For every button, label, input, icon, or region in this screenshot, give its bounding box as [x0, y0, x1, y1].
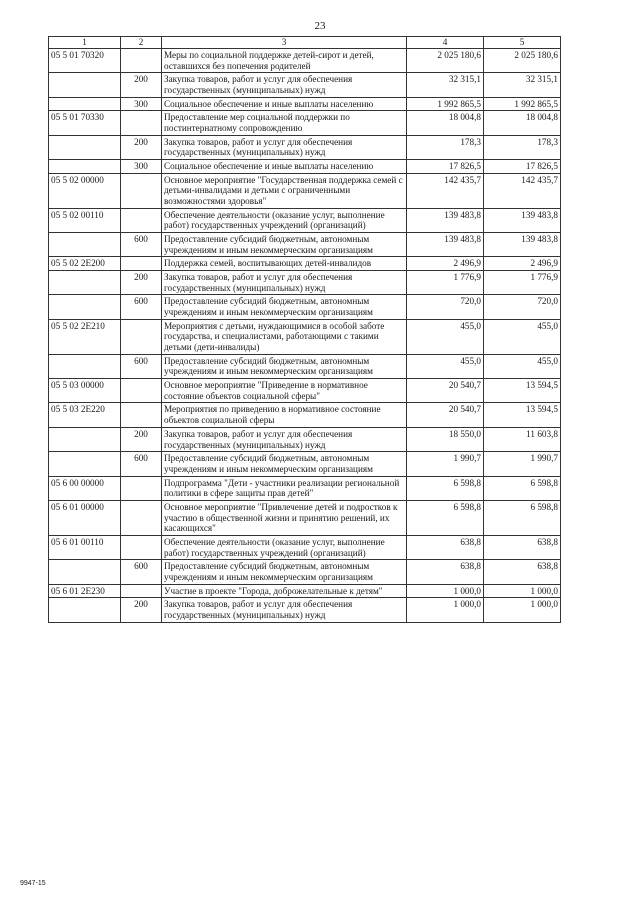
row-code: 05 6 00 00000: [49, 476, 121, 500]
row-expense-type: 200: [121, 598, 162, 622]
row-name: Меры по социальной поддержке детей-сирот и детей, оставшихся без попечения родителей: [162, 49, 407, 73]
row-code: 05 5 03 2E220: [49, 403, 121, 427]
row-expense-type: 200: [121, 73, 162, 97]
table-row: [49, 173, 561, 208]
table-row: [49, 584, 561, 598]
header-col-amount-5: 5: [484, 37, 561, 49]
row-amount-5: 142 435,7: [484, 173, 561, 208]
row-amount-5: 455,0: [484, 319, 561, 354]
table-row: [49, 233, 561, 257]
row-amount-5: 13 594,5: [484, 403, 561, 427]
row-name: Социальное обеспечение и иные выплаты населению: [162, 160, 407, 174]
row-amount-4: 720,0: [407, 295, 484, 319]
row-expense-type: [121, 208, 162, 232]
row-amount-5: 139 483,8: [484, 233, 561, 257]
row-amount-5: 638,8: [484, 535, 561, 559]
row-amount-5: 139 483,8: [484, 208, 561, 232]
row-name: Основное мероприятие "Государственная поддержка семей с детьми-инвалидами и детьми с ограниченными возможностями здоровья": [162, 173, 407, 208]
row-name: Предоставление мер социальной поддержки по постинтернатному сопровождению: [162, 111, 407, 135]
row-amount-4: 638,8: [407, 535, 484, 559]
budget-table: [48, 36, 561, 623]
row-code: [49, 452, 121, 476]
table-row: [49, 295, 561, 319]
row-amount-4: 1 000,0: [407, 584, 484, 598]
table-row: [49, 500, 561, 535]
row-code: 05 5 02 00110: [49, 208, 121, 232]
row-name: Предоставление субсидий бюджетным, автономным учреждениям и иным некоммерческим организациям: [162, 560, 407, 584]
row-expense-type: [121, 111, 162, 135]
row-amount-4: 1 992 865,5: [407, 97, 484, 111]
page-number: 23: [314, 20, 326, 32]
row-expense-type: [121, 403, 162, 427]
row-code: 05 6 01 2E230: [49, 584, 121, 598]
row-expense-type: 600: [121, 354, 162, 378]
row-amount-5: 6 598,8: [484, 500, 561, 535]
header-col-name: 3: [162, 37, 407, 49]
row-expense-type: [121, 49, 162, 73]
row-code: [49, 135, 121, 159]
row-name: Закупка товаров, работ и услуг для обеспечения государственных (муниципальных) нужд: [162, 598, 407, 622]
table-row: [49, 271, 561, 295]
header-col-expense-type: 2: [121, 37, 162, 49]
row-name: Обеспечение деятельности (оказание услуг, выполнение работ) государственных учреждений (организаций): [162, 208, 407, 232]
table-row: [49, 427, 561, 451]
footer-code: 9947-15: [20, 880, 46, 887]
table-row: [49, 354, 561, 378]
table-row: [49, 73, 561, 97]
row-name: Поддержка семей, воспитывающих детей-инвалидов: [162, 257, 407, 271]
row-amount-5: 1 776,9: [484, 271, 561, 295]
row-amount-4: 2 025 180,6: [407, 49, 484, 73]
row-amount-5: 11 603,8: [484, 427, 561, 451]
row-code: [49, 233, 121, 257]
row-amount-4: 139 483,8: [407, 208, 484, 232]
row-name: Социальное обеспечение и иные выплаты населению: [162, 97, 407, 111]
row-amount-4: 2 496,9: [407, 257, 484, 271]
row-amount-5: 17 826,5: [484, 160, 561, 174]
row-expense-type: 200: [121, 271, 162, 295]
row-amount-4: 1 776,9: [407, 271, 484, 295]
row-name: Мероприятия по приведению в нормативное состояние объектов социальной сферы: [162, 403, 407, 427]
row-amount-4: 32 315,1: [407, 73, 484, 97]
table-row: [49, 160, 561, 174]
row-expense-type: [121, 319, 162, 354]
row-code: [49, 354, 121, 378]
row-name: Обеспечение деятельности (оказание услуг, выполнение работ) государственных учреждений (организаций): [162, 535, 407, 559]
row-amount-5: 1 000,0: [484, 598, 561, 622]
row-amount-5: 18 004,8: [484, 111, 561, 135]
row-code: [49, 97, 121, 111]
row-amount-4: 17 826,5: [407, 160, 484, 174]
table-row: [49, 257, 561, 271]
row-code: [49, 295, 121, 319]
row-name: Предоставление субсидий бюджетным, автономным учреждениям и иным некоммерческим организациям: [162, 233, 407, 257]
row-amount-4: 1 000,0: [407, 598, 484, 622]
row-name: Основное мероприятие "Привлечение детей и подростков к участию в общественной жизни и принятию решений, их касающихся": [162, 500, 407, 535]
table-row: [49, 598, 561, 622]
row-code: 05 5 02 2E210: [49, 319, 121, 354]
row-expense-type: 200: [121, 135, 162, 159]
row-code: 05 5 02 00000: [49, 173, 121, 208]
row-code: [49, 160, 121, 174]
row-amount-5: 2 025 180,6: [484, 49, 561, 73]
row-code: [49, 560, 121, 584]
header-col-amount-4: 4: [407, 37, 484, 49]
row-amount-4: 18 550,0: [407, 427, 484, 451]
row-amount-5: 6 598,8: [484, 476, 561, 500]
row-amount-4: 142 435,7: [407, 173, 484, 208]
row-name: Предоставление субсидий бюджетным, автономным учреждениям и иным некоммерческим организациям: [162, 295, 407, 319]
row-code: 05 6 01 00000: [49, 500, 121, 535]
row-expense-type: [121, 500, 162, 535]
row-code: 05 5 01 70320: [49, 49, 121, 73]
row-amount-4: 1 990,7: [407, 452, 484, 476]
table-row: [49, 97, 561, 111]
row-expense-type: [121, 535, 162, 559]
table-row: [49, 403, 561, 427]
row-amount-4: 139 483,8: [407, 233, 484, 257]
row-expense-type: 300: [121, 160, 162, 174]
row-code: 05 5 01 70330: [49, 111, 121, 135]
row-amount-5: 2 496,9: [484, 257, 561, 271]
row-expense-type: [121, 584, 162, 598]
row-code: 05 5 02 2E200: [49, 257, 121, 271]
row-expense-type: 600: [121, 452, 162, 476]
table-row: [49, 560, 561, 584]
table-body: [49, 49, 561, 623]
row-code: 05 6 01 00110: [49, 535, 121, 559]
row-amount-4: 178,3: [407, 135, 484, 159]
row-expense-type: [121, 257, 162, 271]
row-name: Мероприятия с детьми, нуждающимися в особой заботе государства, и специалистами, работающими с такими детьми (дети-инвалиды): [162, 319, 407, 354]
row-amount-5: 455,0: [484, 354, 561, 378]
row-expense-type: [121, 173, 162, 208]
table-header: [49, 37, 561, 49]
row-amount-4: 20 540,7: [407, 379, 484, 403]
row-name: Подпрограмма "Дети - участники реализации региональной политики в сфере защиты прав детей": [162, 476, 407, 500]
row-amount-4: 6 598,8: [407, 500, 484, 535]
row-expense-type: 600: [121, 233, 162, 257]
row-name: Закупка товаров, работ и услуг для обеспечения государственных (муниципальных) нужд: [162, 135, 407, 159]
row-code: [49, 271, 121, 295]
table-row: [49, 111, 561, 135]
row-amount-4: 455,0: [407, 319, 484, 354]
table-row: [49, 476, 561, 500]
row-expense-type: 600: [121, 295, 162, 319]
row-amount-5: 32 315,1: [484, 73, 561, 97]
row-code: [49, 73, 121, 97]
row-name: Предоставление субсидий бюджетным, автономным учреждениям и иным некоммерческим организациям: [162, 354, 407, 378]
row-amount-5: 1 000,0: [484, 584, 561, 598]
row-amount-4: 18 004,8: [407, 111, 484, 135]
row-amount-4: 638,8: [407, 560, 484, 584]
table-row: [49, 49, 561, 73]
table-row: [49, 379, 561, 403]
header-row: [49, 37, 561, 49]
row-amount-5: 638,8: [484, 560, 561, 584]
row-expense-type: 300: [121, 97, 162, 111]
row-expense-type: [121, 379, 162, 403]
row-expense-type: [121, 476, 162, 500]
row-amount-5: 720,0: [484, 295, 561, 319]
header-col-code: 1: [49, 37, 121, 49]
table-row: [49, 135, 561, 159]
row-code: [49, 598, 121, 622]
row-amount-4: 20 540,7: [407, 403, 484, 427]
row-amount-5: 13 594,5: [484, 379, 561, 403]
row-amount-4: 455,0: [407, 354, 484, 378]
row-amount-4: 6 598,8: [407, 476, 484, 500]
row-name: Закупка товаров, работ и услуг для обеспечения государственных (муниципальных) нужд: [162, 271, 407, 295]
row-amount-5: 178,3: [484, 135, 561, 159]
row-name: Закупка товаров, работ и услуг для обеспечения государственных (муниципальных) нужд: [162, 73, 407, 97]
row-expense-type: 600: [121, 560, 162, 584]
table-row: [49, 535, 561, 559]
row-code: 05 5 03 00000: [49, 379, 121, 403]
table-row: [49, 208, 561, 232]
row-name: Предоставление субсидий бюджетным, автономным учреждениям и иным некоммерческим организациям: [162, 452, 407, 476]
table-row: [49, 452, 561, 476]
row-name: Основное мероприятие "Приведение в нормативное состояние объектов социальной сферы": [162, 379, 407, 403]
row-name: Закупка товаров, работ и услуг для обеспечения государственных (муниципальных) нужд: [162, 427, 407, 451]
row-amount-5: 1 992 865,5: [484, 97, 561, 111]
row-amount-5: 1 990,7: [484, 452, 561, 476]
row-expense-type: 200: [121, 427, 162, 451]
row-code: [49, 427, 121, 451]
row-name: Участие в проекте "Города, доброжелательные к детям": [162, 584, 407, 598]
table-row: [49, 319, 561, 354]
